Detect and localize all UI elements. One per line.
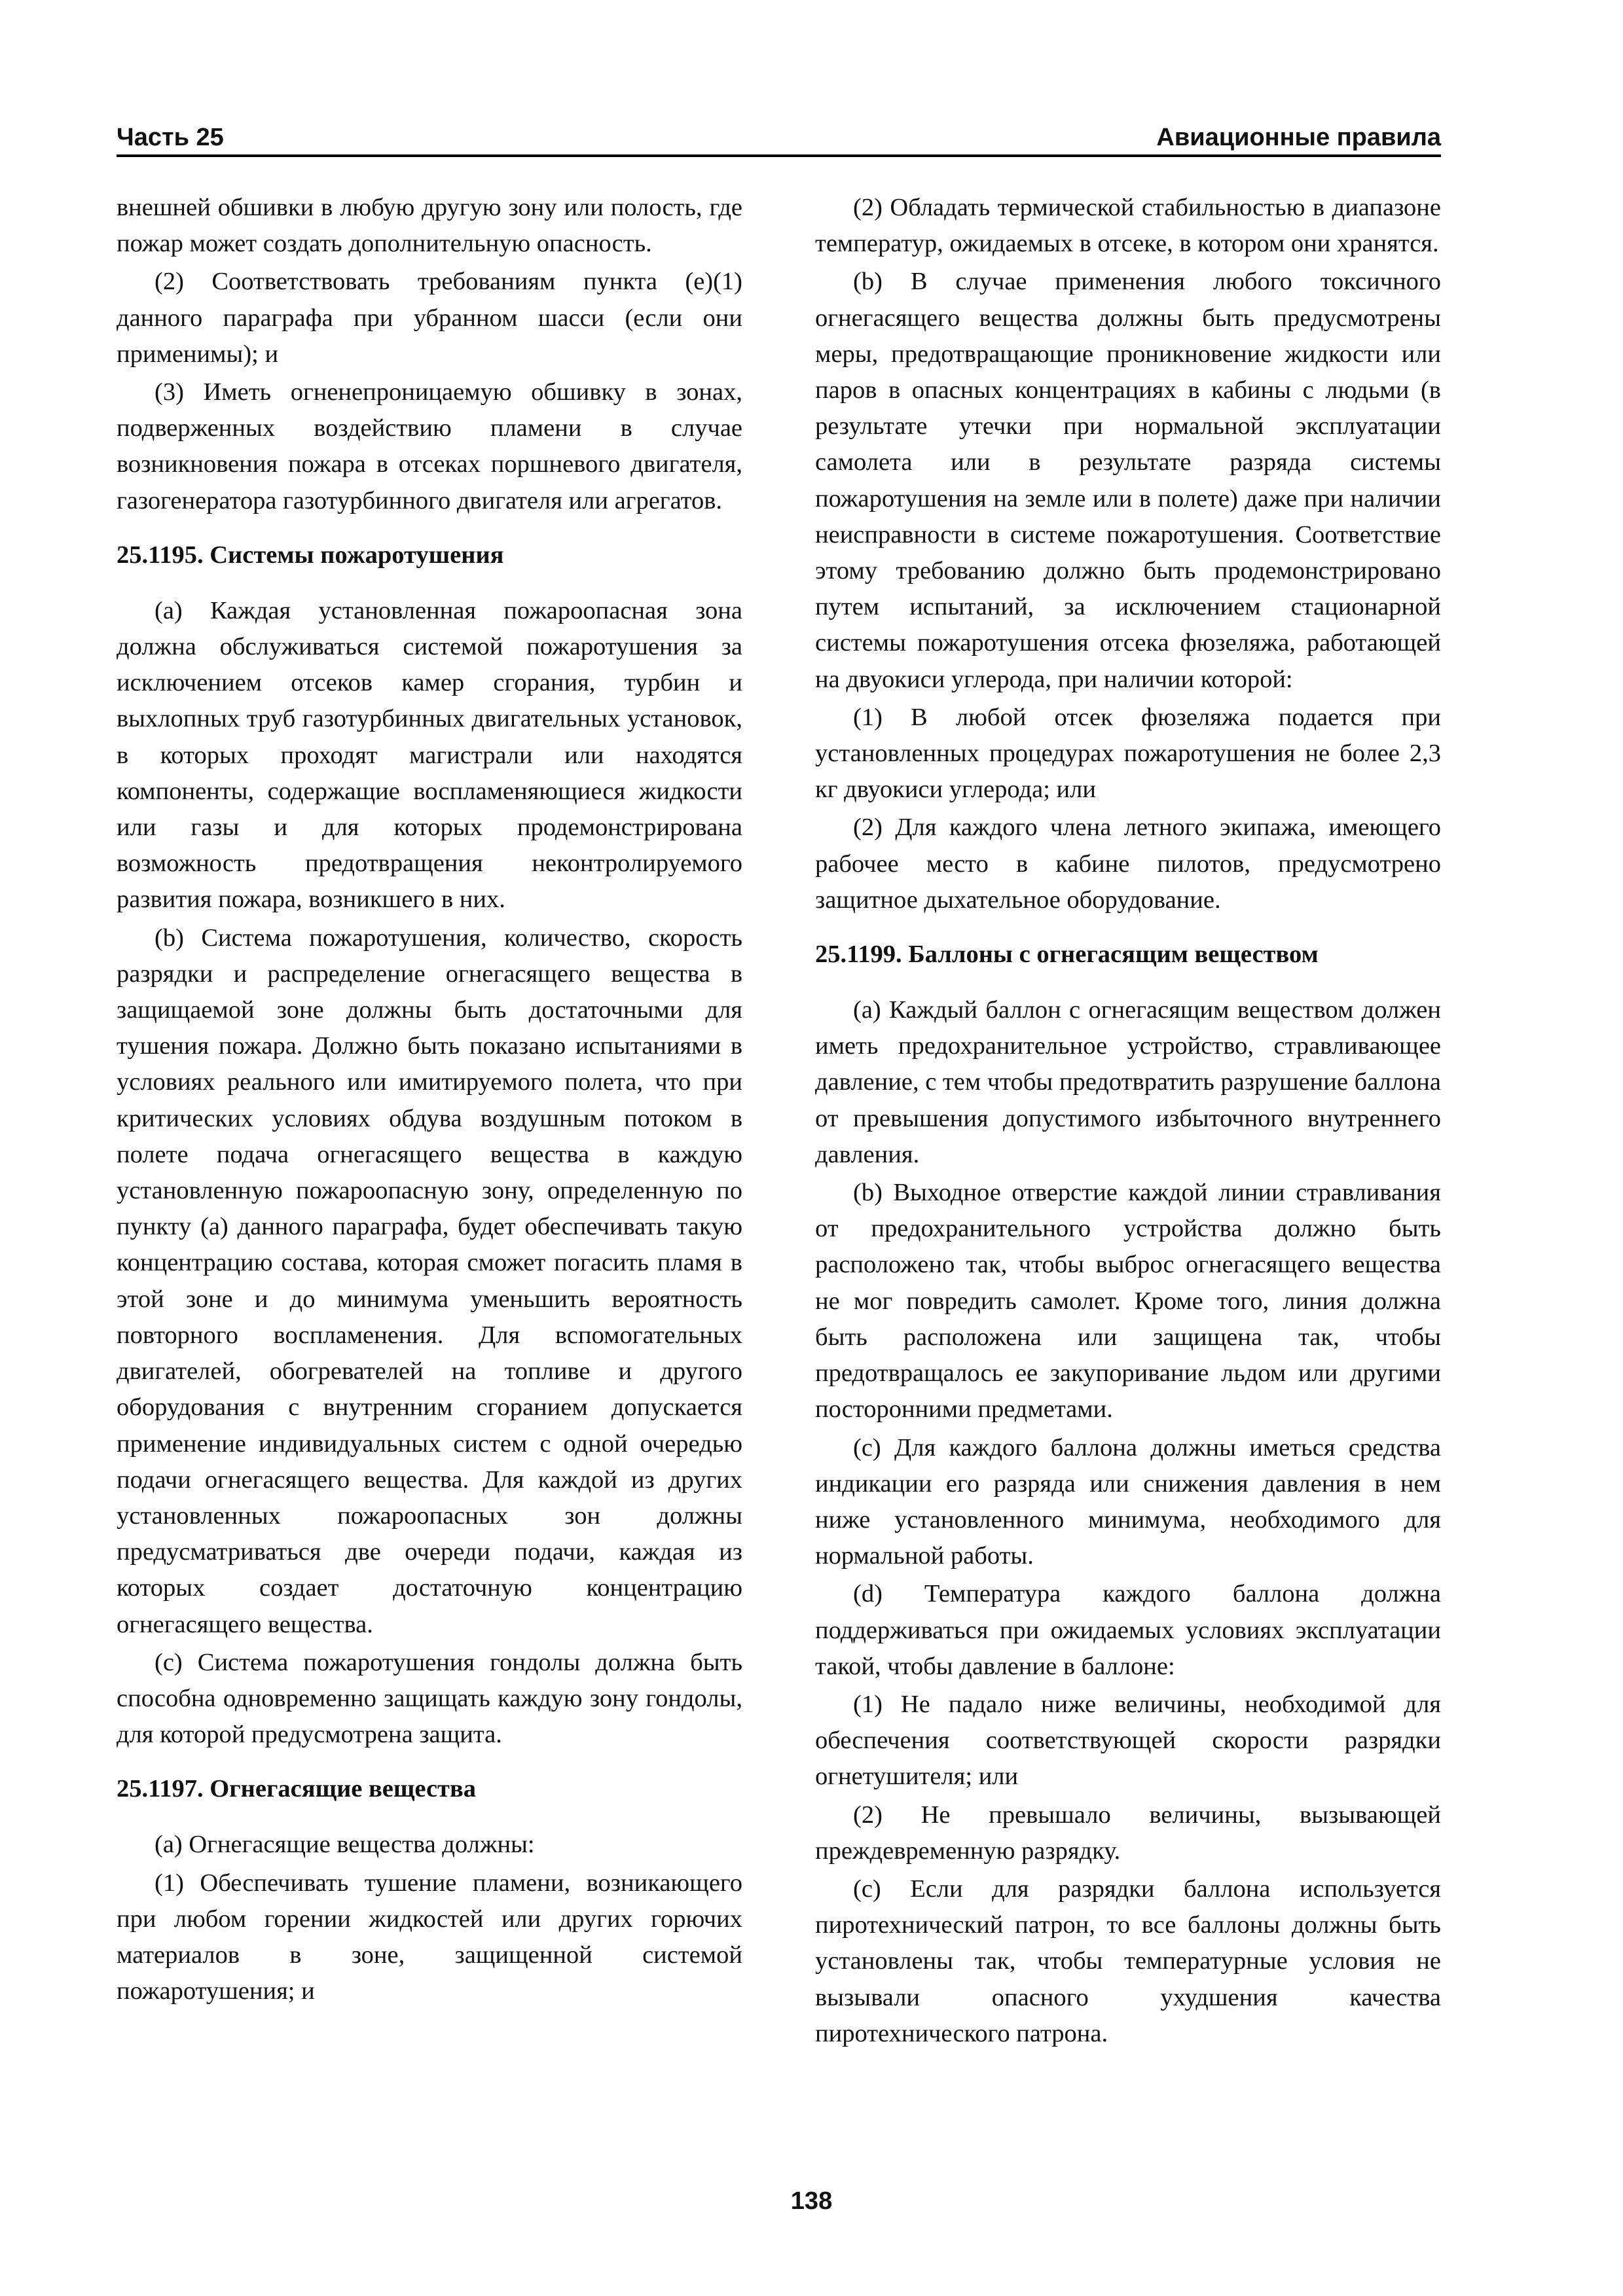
paragraph: (1) Обеспечивать тушение пламени, возникающего при любом горении жидкостей или других горючих материалов в зоне, защищенной системой пожаротушения; и xyxy=(117,1869,742,2005)
paragraph: (a) Каждая установленная пожароопасная зона должна обслуживаться системой пожаротушения за исключением отсеков камер сгорания, турбин и выхлопных труб газотурбинных двигательных установок, в которых проходят магистрали или находятся компоненты, содержащие воспламеняющиеся жидкости или газы и для которых продемонстрирована возможность предотвращения неконтролируемого развития пожара, возникшего в них. xyxy=(117,596,742,914)
header-part: Часть 25 xyxy=(117,124,224,151)
paragraph: (2) Обладать термической стабильностью в диапазоне температур, ожидаемых в отсеке, в котором они хранятся. xyxy=(815,194,1441,258)
paragraph: (1) В любой отсек фюзеляжа подается при установленных процедурах пожаротушения не более 2,3 кг двуокиси углерода; или xyxy=(815,703,1441,804)
running-header xyxy=(117,111,1441,152)
paragraph: (3) Иметь огненепроницаемую обшивку в зонах, подверженных воздействию пламени в случае возникновения пожара в отсеках поршневого двигателя, газогенератора газотурбинного двигателя или агрегатов. xyxy=(117,378,742,514)
paragraph: (с) Для каждого баллона должны иметься средства индикации его разряда или снижения давления в нем ниже установленного минимума, необходимого для нормальной работы. xyxy=(815,1433,1441,1570)
paragraph: (с) Система пожаротушения гондолы должна быть способна одновременно защищать каждую зону гондолы, для которой предусмотрена защита. xyxy=(117,1648,742,1749)
left-column xyxy=(117,190,742,2011)
paragraph: (b) Система пожаротушения, количество, скорость разрядки и распределение огнегасящего вещества в защищаемой зоне должны быть достаточными для тушения пожара. Должно быть показано испытаниями в условиях реального или имитируемого полета, что при критических условиях обдува воздушным потоком в полете подача огнегасящего вещества в каждую установленную пожароопасную зону, определенную по пункту (а) данного параграфа, будет обеспечивать такую концентрацию состава, которая сможет погасить пламя в этой зоне и до минимума уменьшить вероятность повторного воспламенения. Для вспомогательных двигателей, обогревателей на топливе и другого оборудования с внутренним сгоранием допускается применение индивидуальных систем с одной очередью подачи огнегасящего вещества. Для каждой из других установленных пожароопасных зон должны предусматриваться две очереди подачи, каждая из которых создает достаточную концентрацию огнегасящего вещества. xyxy=(117,924,742,1638)
paragraph: (d) Температура каждого баллона должна поддерживаться при ожидаемых условиях эксплуатации такой, чтобы давление в баллоне: xyxy=(815,1580,1441,1680)
paragraph: (а) Огнегасящие вещества должны: xyxy=(155,1831,535,1859)
section-heading-25-1195: 25.1195. Системы пожаротушения xyxy=(117,541,504,569)
paragraph: (с) Если для разрядки баллона используется пиротехнический патрон, то все баллоны должны быть установлены так, чтобы температурные условия не вызывали опасного ухудшения качества пиротехнического патрона. xyxy=(815,1874,1441,2047)
section-heading-25-1199: 25.1199. Баллоны с огнегасящим веществом xyxy=(815,941,1319,969)
paragraph: (b) В случае применения любого токсичного огнегасящего вещества должны быть предусмотрены меры, предотвращающие проникновение жидкости или паров в опасных концентрациях в кабины с людьми (в результате утечки при нормальной эксплуатации самолета или в результате разряда системы пожаротушения на земле или в полете) даже при наличии неисправности в системе пожаротушения. Соответствие этому требованию должно быть продемонстрировано путем испытаний, за исключением стационарной системы пожаротушения отсека фюзеляжа, работающей на двуокиси углерода, при наличии которой: xyxy=(815,268,1441,693)
paragraph: (2) Соответствовать требованиям пункта (е)(1) данного параграфа при убранном шасси (если они применимы); и xyxy=(117,268,742,368)
header-rule xyxy=(117,154,1441,157)
paragraph: внешней обшивки в любую другую зону или полость, где пожар может создать дополнительную опасность. xyxy=(117,194,742,258)
page-number: 138 xyxy=(790,2187,833,2215)
paragraph: (а) Каждый баллон с огнегасящим веществом должен иметь предохранительное устройство, стравливающее давление, с тем чтобы предотвратить разрушение баллона от превышения допустимого избыточного внутреннего давления. xyxy=(815,996,1441,1168)
paragraph: (1) Не падало ниже величины, необходимой для обеспечения соответствующей скорости разрядки огнетушителя; или xyxy=(815,1690,1441,1791)
section-heading-25-1197: 25.1197. Огнегасящие вещества xyxy=(117,1775,476,1803)
header-title: Авиационные правила xyxy=(1156,124,1441,151)
paragraph: (2) Не превышало величины, вызывающей преждевременную разрядку. xyxy=(815,1801,1441,1865)
right-column xyxy=(815,190,1441,2054)
paragraph: (b) Выходное отверстие каждой линии стравливания от предохранительного устройства должно быть расположено так, чтобы выброс огнегасящего вещества не мог повредить самолет. Кроме того, линия должна быть расположена или защищена так, чтобы предотвращалось ее закупоривание льдом или другими посторонними предметами. xyxy=(815,1179,1441,1424)
paragraph: (2) Для каждого члена летного экипажа, имеющего рабочее место в кабине пилотов, предусмотрено защитное дыхательное оборудование. xyxy=(815,814,1441,914)
